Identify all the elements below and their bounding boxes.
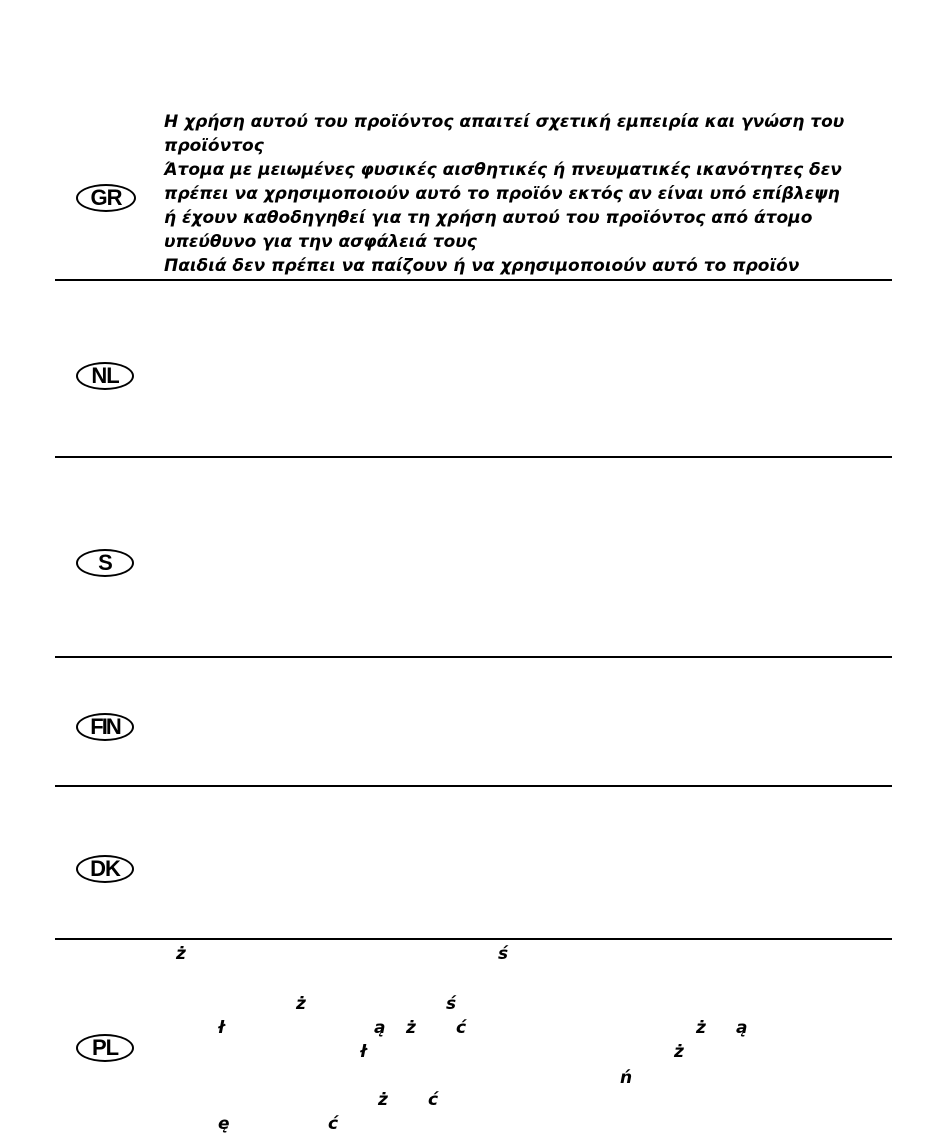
section-divider [55, 785, 892, 787]
pl-accent-char: ń [620, 1068, 633, 1088]
pl-accent-char: ą [736, 1018, 748, 1038]
pl-accent-char: ś [498, 944, 509, 964]
gr-warning-text [164, 110, 884, 278]
pl-accent-char: ś [446, 994, 457, 1014]
language-badge-gr: GR [76, 184, 136, 212]
pl-accent-char: ż [296, 994, 306, 1014]
pl-accent-char: ł [218, 1018, 225, 1038]
gr-line: προϊόντος [164, 136, 264, 156]
pl-accent-char: ć [328, 1114, 339, 1134]
gr-line: υπεύθυνο για την ασφάλειά τους [164, 232, 477, 252]
pl-accent-char: ą [374, 1018, 386, 1038]
language-badge-dk: DK [76, 855, 134, 883]
pl-accent-char: ż [406, 1018, 416, 1038]
pl-accent-char: ż [176, 944, 186, 964]
pl-accent-char: ł [360, 1042, 367, 1062]
pl-accent-char: ż [674, 1042, 684, 1062]
section-divider [55, 456, 892, 458]
language-badge-fin: FIN [76, 713, 134, 741]
gr-line: πρέπει να χρησιμοποιούν αυτό το προϊόν εκτός αν είναι υπό επίβλεψη [164, 184, 840, 204]
language-badge-s: S [76, 549, 134, 577]
section-divider [55, 279, 892, 281]
pl-accent-char: ć [428, 1090, 439, 1110]
pl-accent-char: ż [696, 1018, 706, 1038]
language-badge-nl: NL [76, 362, 134, 390]
pl-accent-char: ę [218, 1114, 230, 1134]
section-divider [55, 656, 892, 658]
language-badge-pl: PL [76, 1034, 134, 1062]
gr-line: ή έχουν καθοδηγηθεί για τη χρήση αυτού του προϊόντος από άτομο [164, 208, 813, 228]
pl-accent-char: ż [378, 1090, 388, 1110]
section-divider [55, 938, 892, 940]
gr-line: Παιδιά δεν πρέπει να παίζουν ή να χρησιμοποιούν αυτό το προϊόν [164, 256, 800, 276]
pl-accent-char: ć [456, 1018, 467, 1038]
gr-line: Άτομα με μειωμένες φυσικές αισθητικές ή πνευματικές ικανότητες δεν [164, 160, 842, 180]
gr-line: Η χρήση αυτού του προϊόντος απαιτεί σχετική εμπειρία και γνώση του [164, 112, 845, 132]
